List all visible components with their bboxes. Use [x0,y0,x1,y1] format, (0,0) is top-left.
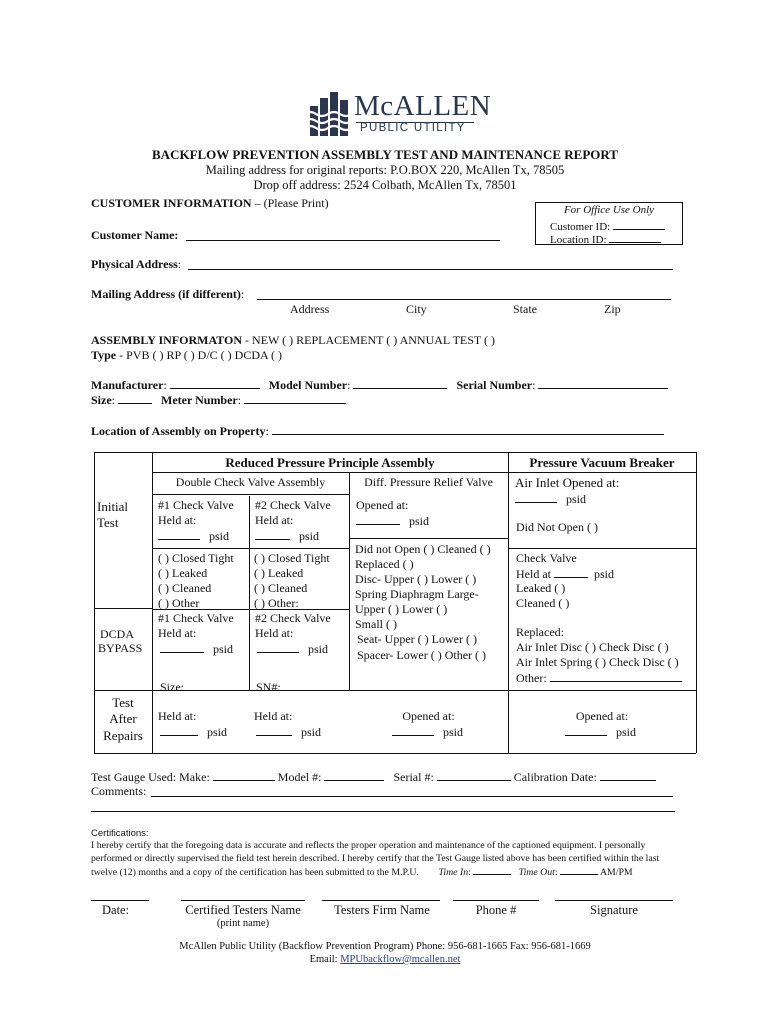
am-pm-label: AM/PM [599,867,633,878]
footer-contact: McAllen Public Utility (Backflow Prevention Program) Phone: 956-681-1665 Fax: 956-681-1669 [179,941,591,952]
pvb-did-not-open[interactable]: Did Not Open ( ) [516,520,598,534]
cert-label: Certifications: [91,828,149,839]
tester-name-line[interactable] [181,900,305,901]
comments-label: Comments: [91,784,147,798]
air-inlet-label: Air Inlet Opened at: [515,475,620,490]
gauge-serial-label: Serial #: [393,770,434,784]
prv-opened-reading[interactable] [356,513,429,529]
gauge-calibration-field[interactable] [600,769,656,781]
dcda-label: DCDA [100,627,135,641]
psid-unit: psid [299,529,320,543]
after-pvb-reading[interactable] [565,724,636,740]
logo-name: McALLEN [354,90,492,122]
cv1-other[interactable]: ( ) Other [158,596,200,610]
after-prv-reading[interactable] [392,724,463,740]
office-use-title: For Office Use Only [563,204,655,216]
location-row: Location of Assembly on Property: [91,423,664,439]
customer-name-label: Customer Name: [91,228,179,242]
date-line[interactable] [91,900,149,901]
prv-line-5[interactable]: Upper ( ) Lower ( ) [355,602,448,616]
initial-label: Initial [97,499,129,514]
bypass-cv2-reading[interactable] [257,641,328,657]
pvb-check-valve-label: Check Valve [516,551,577,565]
signature-label: Signature [590,903,638,917]
addr-col-city: City [406,302,427,316]
initial-cv1-label: #1 Check Valve [158,498,234,512]
signature-line[interactable] [555,900,673,901]
initial-cv1-held-label: Held at: [158,513,197,527]
initial-cv2-label: #2 Check Valve [255,498,331,512]
time-out-label: Time Out [518,867,555,878]
customer-section-label: CUSTOMER INFORMATION [91,196,252,210]
bypass-sn-label: SN#: [256,680,281,694]
prv-line-6[interactable]: Small ( ) [355,617,397,631]
prv-line-4[interactable]: Spring Diaphragm Large- [355,587,479,601]
gauge-row [91,769,656,785]
after-repairs-label: Repairs [103,728,143,743]
addr-col-state: State [513,302,537,316]
office-location-id [550,231,661,246]
psid-unit: psid [209,529,230,543]
bypass-cv1-reading[interactable] [160,641,233,657]
office-customer-id-field[interactable] [613,218,665,230]
size-label: Size [91,393,112,407]
assembly-info-options[interactable]: - NEW ( ) REPLACEMENT ( ) ANNUAL TEST ( ) [242,333,496,347]
cert-line-2: performed or directly supervised the field test herein described. I hereby certify that the Test Gauge listed above has been certified within the last [91,853,660,864]
pvb-replaced-spring[interactable]: Air Inlet Spring ( ) Check Disc ( ) [516,655,679,669]
after-test-label: Test [112,695,134,710]
print-name-hint: (print name) [216,918,270,929]
physical-address-field[interactable] [188,269,673,270]
tester-name-label: Certified Testers Name [185,903,301,917]
manufacturer-row: Manufacturer: Model Number: Serial Number: [91,377,668,393]
after-after-label: After [109,711,137,726]
prv-line-8[interactable]: Spacer- Lower ( ) Other ( ) [357,648,487,662]
logo [302,90,492,140]
cv1-cleaned[interactable]: ( ) Cleaned [158,581,212,595]
serial-number-label: Serial Number [456,378,533,392]
cv1-leaked[interactable]: ( ) Leaked [158,566,208,580]
dropoff-address: Drop off address: 2524 Colbath, McAllen Tx, 78501 [253,178,517,192]
pvb-replaced-other[interactable] [516,670,682,686]
office-use-box [535,202,683,245]
manufacturer-label: Manufacturer [91,378,164,392]
phone-line[interactable] [453,900,539,901]
comments-field-2[interactable] [91,811,675,812]
gauge-model-field[interactable] [324,769,384,781]
after-pvb-opened-label: Opened at: [575,709,629,723]
size-meter-row: Size: Meter Number: [91,392,346,408]
gauge-serial-field[interactable] [437,769,511,781]
bypass-cv1-held-label: Held at: [158,626,197,640]
model-number-label: Model Number [268,378,348,392]
pvb-header: Pressure Vacuum Breaker [529,455,675,470]
cv2-leaked[interactable]: ( ) Leaked [254,566,304,580]
addr-col-address: Address [290,302,330,316]
pvb-check-held[interactable] [516,566,614,582]
cv2-cleaned[interactable]: ( ) Cleaned [254,581,308,595]
cv1-closed-tight[interactable]: ( ) Closed Tight [158,551,234,565]
pvb-replaced-label: Replaced: [516,625,564,639]
prv-opened-label: Opened at: [356,498,409,512]
initial-cv1-reading[interactable] [158,528,229,544]
office-location-id-field[interactable] [609,231,661,243]
firm-name-label: Testers Firm Name [334,903,430,917]
meter-number-field[interactable] [244,392,346,404]
location-field[interactable] [272,423,664,435]
bypass-label: BYPASS [98,641,143,655]
psid-unit: psid [213,642,234,656]
prv-line-1[interactable]: Did not Open ( ) Cleaned ( ) [355,542,491,556]
time-out-field[interactable] [560,865,598,875]
type-row [91,348,282,363]
prv-line-7[interactable]: Seat- Upper ( ) Lower ( ) [357,632,477,646]
psid-unit: psid [594,567,615,581]
report-title: BACKFLOW PREVENTION ASSEMBLY TEST AND MAINTENANCE REPORT [152,147,618,162]
size-field[interactable] [118,392,152,404]
prv-line-2[interactable]: Replaced ( ) [355,557,414,571]
footer-email-label: Email: [309,954,341,965]
psid-unit: psid [443,725,464,739]
pvb-check-held-label: Held at [516,567,551,581]
cert-line-1: I hereby certify that the foregoing data is accurate and reflects the proper operation and maintenance of the captioned equipment. I personally [91,840,646,851]
gauge-model-label: Model #: [277,770,322,784]
psid-unit: psid [207,725,228,739]
bypass-sn[interactable] [256,679,334,695]
pvb-leaked[interactable]: Leaked ( ) [516,581,566,595]
rp-header: Reduced Pressure Principle Assembly [225,455,435,470]
psid-unit: psid [566,492,587,506]
psid-unit: psid [616,725,637,739]
psid-unit: psid [301,725,322,739]
cv2-other[interactable]: ( ) Other: [254,596,299,610]
double-check-header: Double Check Valve Assembly [175,475,326,489]
manufacturer-field[interactable] [170,377,260,389]
psid-unit: psid [308,642,329,656]
gauge-make-field[interactable] [213,769,275,781]
serial-number-field[interactable] [538,377,668,389]
initial-cv2-reading[interactable] [255,528,319,544]
bypass-size-label: Size: [160,680,184,694]
model-number-field[interactable] [353,377,447,389]
time-in-label: Time In [438,867,469,878]
type-label: Type [91,348,117,362]
gauge-make-label: Test Gauge Used: Make: [91,770,210,784]
mailing-address: Mailing address for original reports: P.O.BOX 220, McAllen Tx, 78505 [205,163,565,177]
footer-email-link[interactable]: MPUbackflow@mcallen.net [340,954,461,965]
customer-section-heading [91,196,329,211]
air-inlet-reading[interactable] [515,491,586,507]
test-label: Test [97,515,119,530]
after-prv-opened-label: Opened at: [402,709,455,723]
after-cv2-held-label: Held at: [254,709,293,723]
logo-subtitle: PUBLIC UTILITY [360,122,466,134]
physical-address-label: Physical Address [91,257,178,271]
date-label: Date: [102,903,130,917]
office-location-id-label: Location ID: [550,234,607,246]
pvb-replaced-disc[interactable]: Air Inlet Disc ( ) Check Disc ( ) [516,640,669,654]
firm-name-line[interactable] [322,900,440,901]
pvb-other-label: Other: [516,671,547,685]
after-cv2-reading[interactable] [256,724,321,740]
addr-col-zip: Zip [604,302,621,316]
cert-line-3-row: twelve (12) months and a copy of the certification has been submitted to the M.P.U. Time In: Time Out: AM/PM [91,867,633,878]
gauge-calibration-label: Calibration Date: [513,770,597,784]
cert-line-3: twelve (12) months and a copy of the certification has been submitted to the M.P.U. [91,867,419,878]
footer-email-row [0,954,770,965]
office-customer-id-label: Customer ID: [550,221,611,233]
assembly-info-row [91,333,495,348]
time-in-field[interactable] [473,865,511,875]
location-label: Location of Assembly on Property [91,424,266,438]
after-cv1-reading[interactable] [160,724,227,740]
prv-line-3[interactable]: Disc- Upper ( ) Lower ( ) [355,572,477,586]
initial-cv2-held-label: Held at: [255,513,294,527]
customer-section-suffix: – (Please Print) [251,196,329,210]
physical-address-row: Physical Address: [91,257,182,271]
comments-field-1[interactable] [151,796,673,797]
bypass-cv2-held-label: Held at: [255,626,294,640]
relief-valve-header: Diff. Pressure Relief Valve [364,475,493,489]
customer-name-field[interactable] [186,240,500,241]
after-cv1-held-label: Held at: [158,709,197,723]
phone-label: Phone # [475,903,517,917]
bypass-cv2-label: #2 Check Valve [255,611,331,625]
pvb-cleaned[interactable]: Cleaned ( ) [516,596,570,610]
meter-number-label: Meter Number [161,393,238,407]
type-options[interactable]: - PVB ( ) RP ( ) D/C ( ) DCDA ( ) [116,348,283,362]
water-tower-icon [302,90,360,138]
psid-unit: psid [409,514,430,528]
bypass-cv1-label: #1 Check Valve [158,611,234,625]
cv2-closed-tight[interactable]: ( ) Closed Tight [254,551,330,565]
bypass-size[interactable] [160,679,231,695]
assembly-info-label: ASSEMBLY INFORMATON [91,333,243,347]
mailing-address-label: Mailing Address (if different) [91,287,241,301]
mailing-address-field[interactable] [257,299,671,300]
mailing-address-row: Mailing Address (if different): [91,287,245,301]
